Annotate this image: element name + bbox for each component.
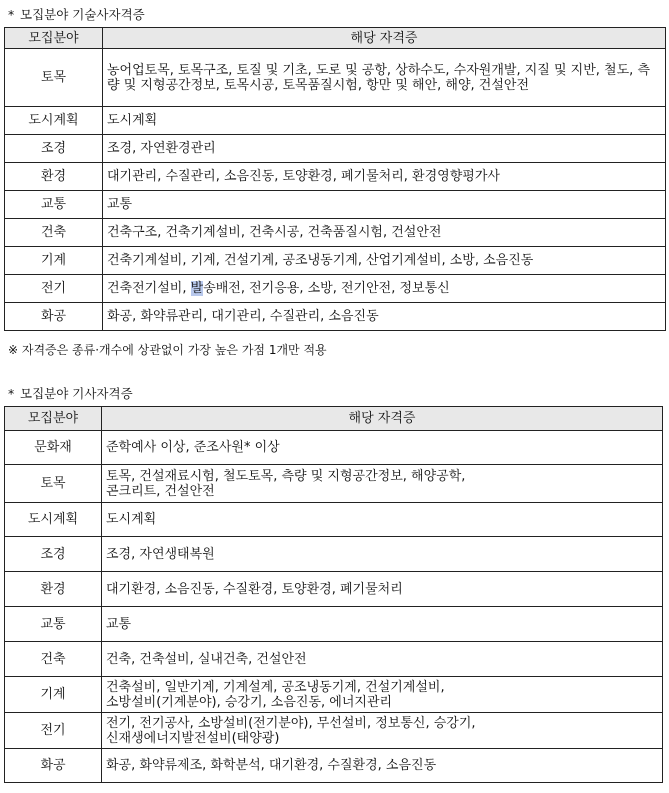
row-certs: 농어업토목, 토목구조, 토질 및 기초, 도로 및 공항, 상하수도, 수자원개발, 지질 및 지반, 철도, 측량 및 지형공간정보, 토목시공, 토목품질시험, 항만 및 해안, 해양, 건설안전 xyxy=(103,49,666,107)
row-certs: 조경, 자연환경관리 xyxy=(103,135,666,163)
row-category: 기계 xyxy=(5,677,102,713)
table-row xyxy=(5,713,663,749)
table-row xyxy=(5,219,666,247)
row-certs xyxy=(103,275,666,303)
row-certs: 도시계획 xyxy=(103,107,666,135)
row-certs: 건축기계설비, 기계, 건설기계, 공조냉동기계, 산업기계설비, 소방, 소음진동 xyxy=(103,247,666,275)
row-certs-part: 송배전, 전기응용, 소방, 전기안전, 정보통신 xyxy=(203,281,450,296)
table-header-row xyxy=(5,407,663,431)
header-category: 모집분야 xyxy=(5,407,102,431)
row-category: 조경 xyxy=(5,537,102,572)
row-category: 화공 xyxy=(5,749,102,783)
table-header-row xyxy=(5,28,666,49)
row-certs: 토목, 건설재료시험, 철도토목, 측량 및 지형공간정보, 해양공학, 콘크리트, 건설안전 xyxy=(102,465,663,503)
table-row xyxy=(5,431,663,465)
row-certs-part: 건축전기설비, xyxy=(107,281,191,296)
row-category: 전기 xyxy=(5,713,102,749)
row-certs: 준학예사 이상, 준조사원* 이상 xyxy=(102,431,663,465)
row-category: 기계 xyxy=(5,247,103,275)
table-row xyxy=(5,749,663,783)
table-row xyxy=(5,677,663,713)
row-certs: 화공, 화약류관리, 대기관리, 수질관리, 소음진동 xyxy=(103,303,666,331)
row-certs: 도시계획 xyxy=(102,503,663,537)
row-certs: 전기, 전기공사, 소방설비(전기분야), 무선설비, 정보통신, 승강기, 신재생에너지발전설비(태양광) xyxy=(102,713,663,749)
section1-bullet: * xyxy=(8,7,15,22)
table-row xyxy=(5,135,666,163)
section1-note: ※ 자격증은 종류·개수에 상관없이 가장 높은 가점 1개만 적용 xyxy=(8,343,327,357)
row-certs: 대기환경, 소음진동, 수질환경, 토양환경, 폐기물처리 xyxy=(102,572,663,607)
header-certs: 해당 자격증 xyxy=(102,407,663,431)
section2-bullet: * xyxy=(8,386,15,401)
table-row xyxy=(5,163,666,191)
header-certs: 해당 자격증 xyxy=(103,28,666,49)
row-certs: 교통 xyxy=(102,607,663,642)
row-category: 건축 xyxy=(5,219,103,247)
row-certs: 건축구조, 건축기계설비, 건축시공, 건축품질시험, 건설안전 xyxy=(103,219,666,247)
section2-heading-text: 모집분야 기사자격증 xyxy=(20,386,133,401)
row-category: 도시계획 xyxy=(5,503,102,537)
table-row xyxy=(5,572,663,607)
engineer-cert-table xyxy=(4,406,663,783)
text-selection-highlight[interactable]: 발 xyxy=(190,281,204,296)
table-row xyxy=(5,191,666,219)
row-certs: 건축설비, 일반기계, 기계설계, 공조냉동기계, 건설기계설비, 소방설비(기계분야), 승강기, 소음진동, 에너지관리 xyxy=(102,677,663,713)
row-certs: 건축, 건축설비, 실내건축, 건설안전 xyxy=(102,642,663,677)
row-category: 건축 xyxy=(5,642,102,677)
header-category: 모집분야 xyxy=(5,28,103,49)
table-row xyxy=(5,303,666,331)
row-category: 화공 xyxy=(5,303,103,331)
table-row xyxy=(5,275,666,303)
table-row xyxy=(5,247,666,275)
table-row xyxy=(5,503,663,537)
row-category: 토목 xyxy=(5,465,102,503)
row-category: 문화재 xyxy=(5,431,102,465)
table-row xyxy=(5,537,663,572)
tech-master-cert-table xyxy=(4,27,666,331)
row-category: 교통 xyxy=(5,607,102,642)
row-category: 환경 xyxy=(5,163,103,191)
row-category: 조경 xyxy=(5,135,103,163)
row-certs: 조경, 자연생태복원 xyxy=(102,537,663,572)
row-certs: 교통 xyxy=(103,191,666,219)
row-certs: 대기관리, 수질관리, 소음진동, 토양환경, 폐기물처리, 환경영향평가사 xyxy=(103,163,666,191)
row-category: 토목 xyxy=(5,49,103,107)
row-category: 환경 xyxy=(5,572,102,607)
table-row xyxy=(5,642,663,677)
table-row xyxy=(5,465,663,503)
row-category: 도시계획 xyxy=(5,107,103,135)
table-row xyxy=(5,607,663,642)
row-category: 전기 xyxy=(5,275,103,303)
table-row xyxy=(5,107,666,135)
section1-heading xyxy=(8,5,145,23)
row-category: 교통 xyxy=(5,191,103,219)
row-certs: 화공, 화약류제조, 화학분석, 대기환경, 수질환경, 소음진동 xyxy=(102,749,663,783)
section1-heading-text: 모집분야 기술사자격증 xyxy=(20,7,145,22)
section2-heading xyxy=(8,384,133,402)
table-row xyxy=(5,49,666,107)
